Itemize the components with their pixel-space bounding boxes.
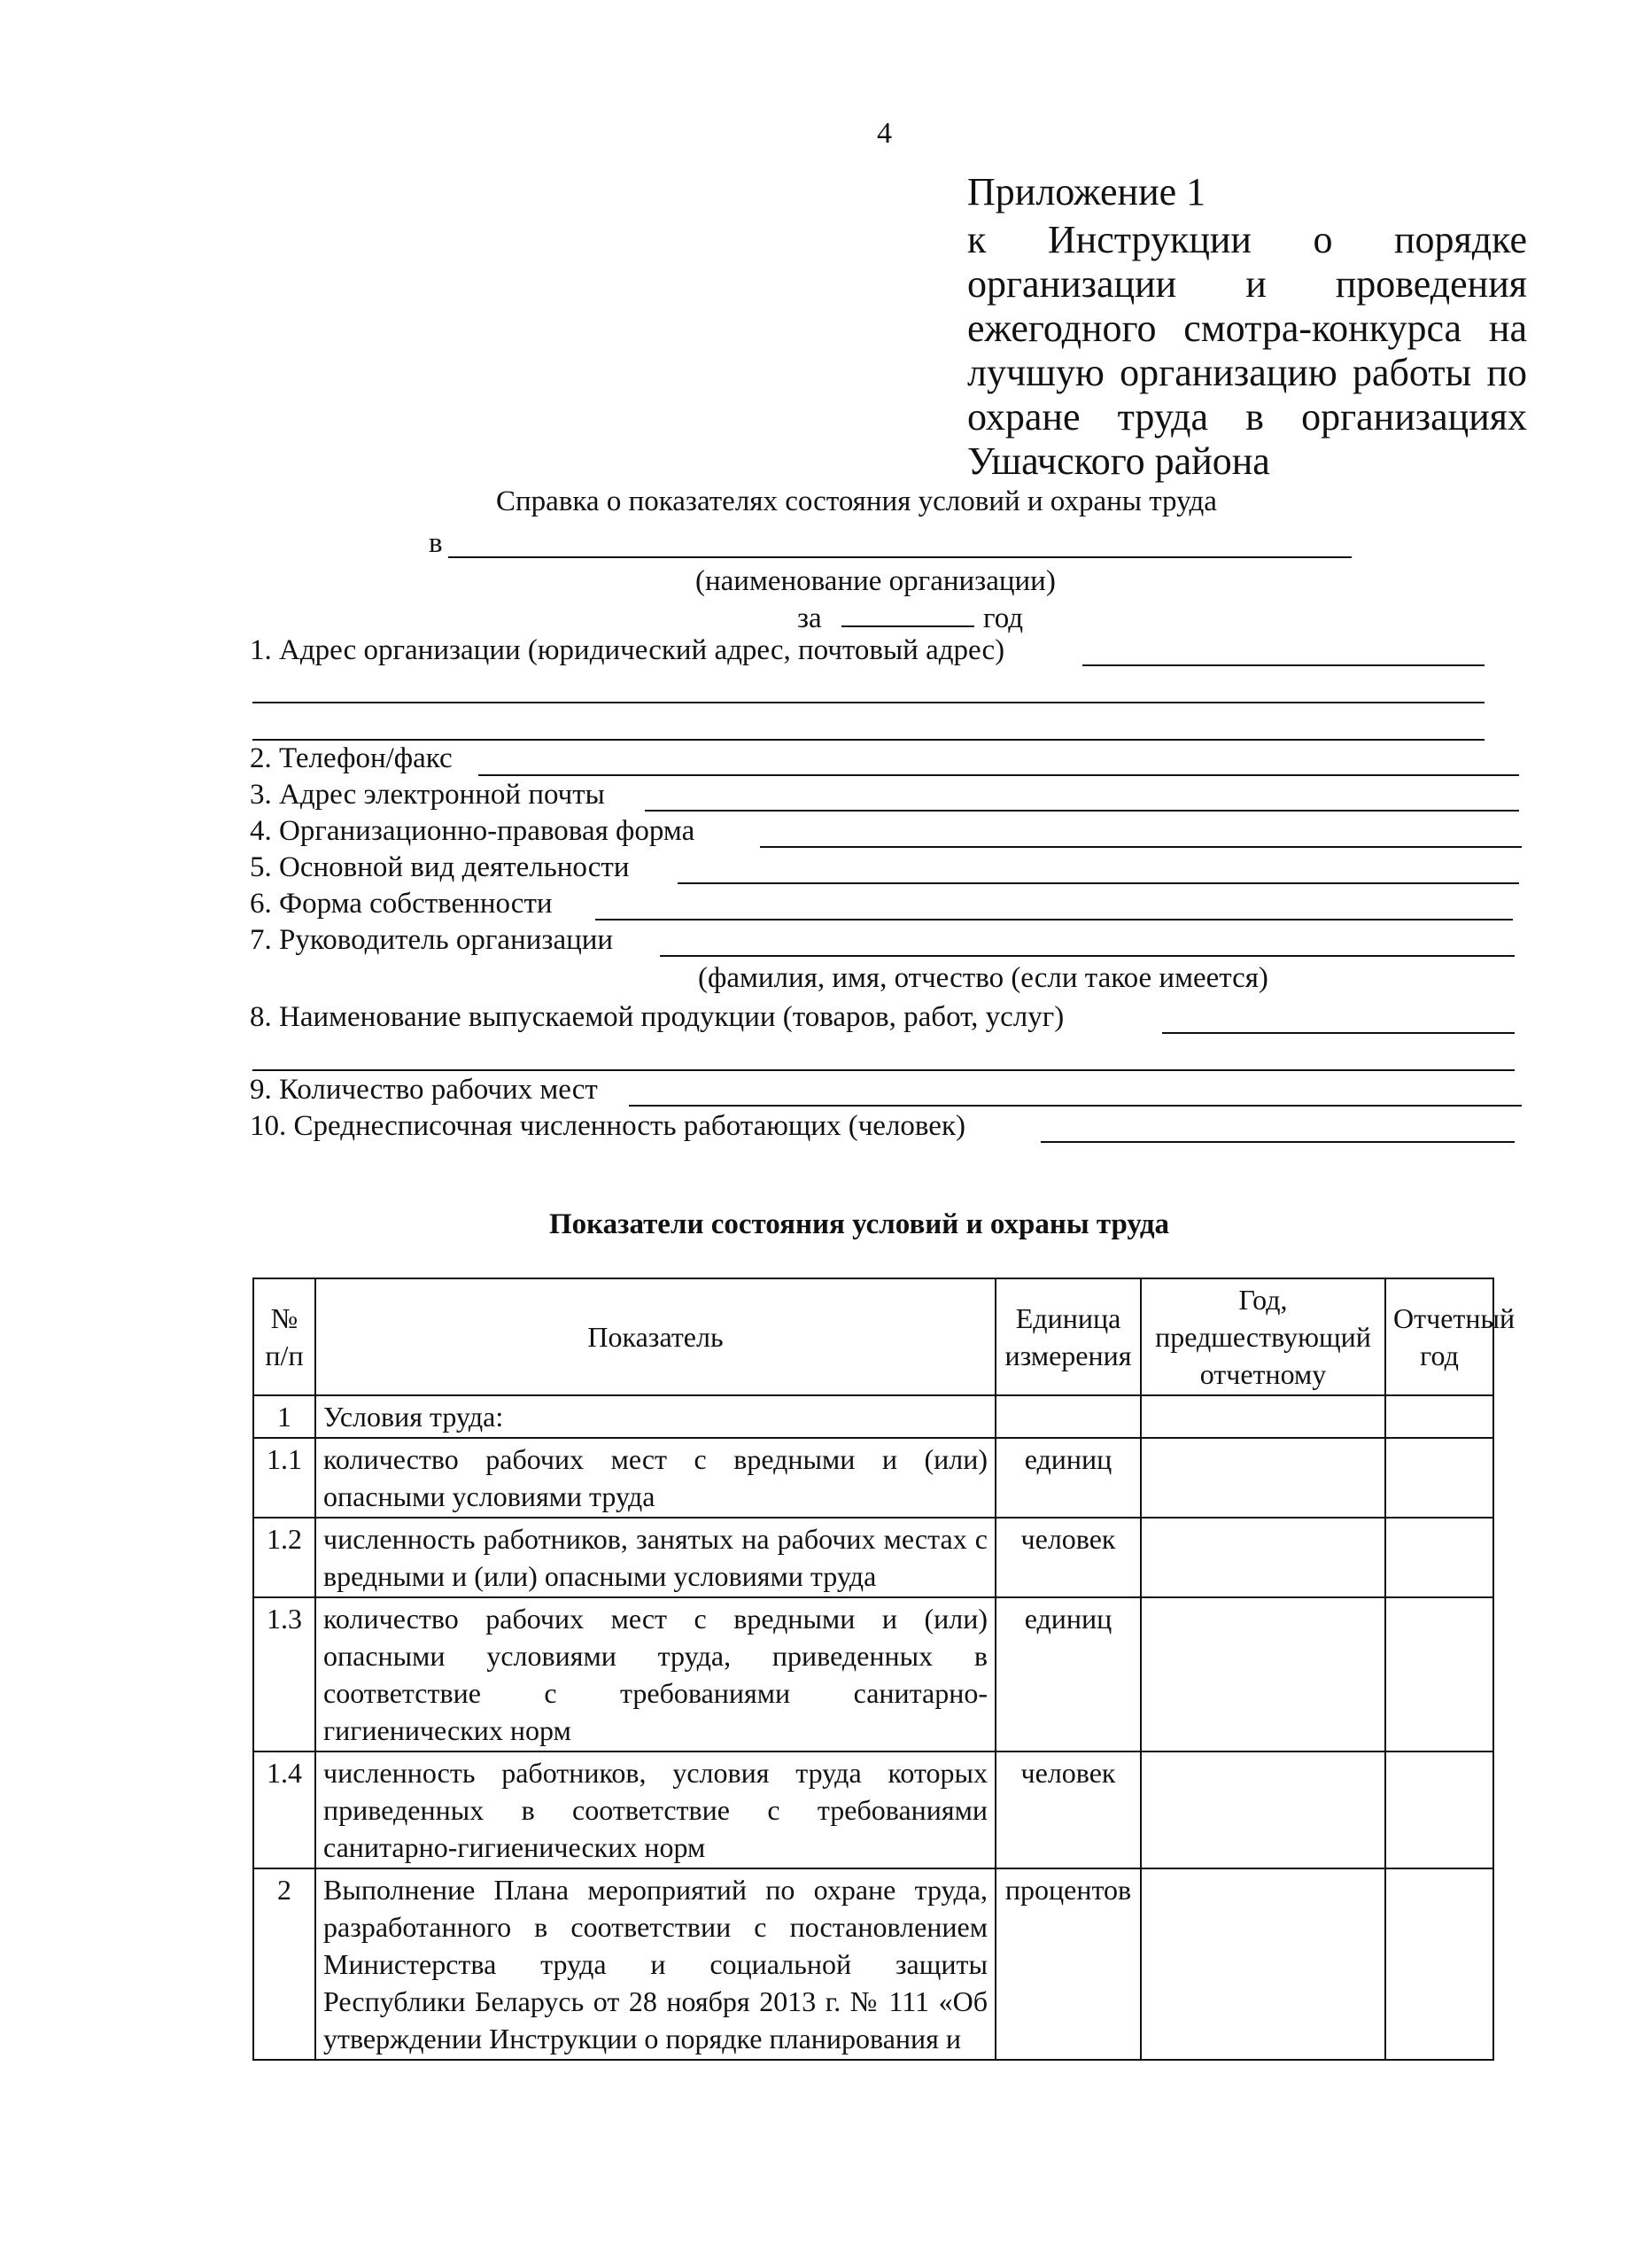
header-prev-year: Год, предшествующий отчетному xyxy=(1141,1278,1385,1395)
field-activity: 5. Основной вид деятельности xyxy=(250,851,630,883)
address-line-2 xyxy=(252,702,1485,703)
email-line xyxy=(645,810,1519,812)
row-name: Условия труда: xyxy=(315,1395,996,1438)
field-workplaces: 9. Количество рабочих мест xyxy=(250,1074,598,1106)
row-prev-cell xyxy=(1141,1751,1385,1868)
row-num: 1.4 xyxy=(253,1751,315,1868)
address-line xyxy=(1082,664,1485,666)
field-ownership: 6. Форма собственности xyxy=(250,888,553,920)
for-prefix: за xyxy=(797,602,822,634)
products-line xyxy=(1162,1032,1515,1034)
field-email: 3. Адрес электронной почты xyxy=(250,779,605,811)
row-prev-cell xyxy=(1141,1438,1385,1518)
annex-line: охране труда в организациях xyxy=(967,395,1527,439)
header-name: Показатель xyxy=(315,1278,996,1395)
products-line-2 xyxy=(252,1069,1515,1071)
row-name: численность работников, условия труда которых приведенных в соответствие с требованиями санитарно-гигиенических норм xyxy=(315,1751,996,1868)
row-current-cell xyxy=(1385,1868,1493,2060)
row-name: Выполнение Плана мероприятий по охране труда, разработанного в соответствии с постановлением Министерства труда и социальной защиты Республики Беларусь от 28 ноября 2013 г. № 111 «Об утверждении Инструкции о порядке планирования и xyxy=(315,1868,996,2060)
org-name-line xyxy=(448,556,1352,558)
row-name: количество рабочих мест с вредными и (или) опасными условиями труда, приведенных в соответствие с требованиями санитарно-гигиенических норм xyxy=(315,1597,996,1751)
reference-title: Справка о показателях состояния условий и охраны труда xyxy=(496,485,1217,517)
annex-line: организации и проведения xyxy=(967,262,1527,306)
table-row xyxy=(253,1518,1493,1597)
row-num: 1.1 xyxy=(253,1438,315,1518)
table-row xyxy=(253,1868,1493,2060)
manager-caption: (фамилия, имя, отчество (если такое имеется) xyxy=(698,962,1268,994)
row-prev-cell xyxy=(1141,1395,1385,1438)
in-prefix: в xyxy=(429,527,443,559)
ownership-line xyxy=(595,919,1513,920)
table-row xyxy=(253,1751,1493,1868)
table-title: Показатели состояния условий и охраны труда xyxy=(549,1208,1170,1240)
row-current-cell xyxy=(1385,1438,1493,1518)
row-num: 2 xyxy=(253,1868,315,2060)
year-line xyxy=(841,625,974,627)
row-unit: человек xyxy=(996,1751,1141,1868)
row-current-cell xyxy=(1385,1518,1493,1597)
row-unit: единиц xyxy=(996,1438,1141,1518)
workplaces-line xyxy=(629,1105,1522,1107)
row-prev-cell xyxy=(1141,1518,1385,1597)
row-unit: процентов xyxy=(996,1868,1141,2060)
row-num: 1 xyxy=(253,1395,315,1438)
annex-header xyxy=(967,170,1527,484)
legal-form-line xyxy=(760,846,1522,848)
table-row xyxy=(253,1395,1493,1438)
row-name: количество рабочих мест с вредными и (или) опасными условиями труда xyxy=(315,1438,996,1518)
row-num: 1.3 xyxy=(253,1597,315,1751)
manager-line xyxy=(660,955,1515,957)
table-header-row xyxy=(253,1278,1493,1395)
row-name: численность работников, занятых на рабочих местах с вредными и (или) опасными условиями труда xyxy=(315,1518,996,1597)
table-row xyxy=(253,1438,1493,1518)
annex-line: лучшую организацию работы по xyxy=(967,351,1527,394)
annex-line: Ушачского района xyxy=(967,439,1270,483)
table-row xyxy=(253,1597,1493,1751)
row-prev-cell xyxy=(1141,1597,1385,1751)
row-current-cell xyxy=(1385,1751,1493,1868)
field-headcount: 10. Среднесписочная численность работающих (человек) xyxy=(250,1110,965,1142)
annex-line: к Инструкции о порядке xyxy=(967,218,1527,261)
page-number: 4 xyxy=(877,117,892,150)
row-unit: человек xyxy=(996,1518,1141,1597)
row-prev-cell xyxy=(1141,1868,1385,2060)
field-products: 8. Наименование выпускаемой продукции (товаров, работ, услуг) xyxy=(250,1001,1065,1033)
field-phone: 2. Телефон/факс xyxy=(250,742,453,774)
header-current-year: Отчетный год xyxy=(1385,1278,1493,1395)
header-unit: Единица измерения xyxy=(996,1278,1141,1395)
phone-line xyxy=(478,774,1519,776)
field-address: 1. Адрес организации (юридический адрес, почтовый адрес) xyxy=(250,634,1005,666)
field-legal-form: 4. Организационно-правовая форма xyxy=(250,815,695,847)
field-manager: 7. Руководитель организации xyxy=(250,924,614,956)
year-suffix: год xyxy=(983,602,1024,634)
header-num: № п/п xyxy=(253,1278,315,1395)
row-num: 1.2 xyxy=(253,1518,315,1597)
activity-line xyxy=(678,882,1519,884)
org-caption: (наименование организации) xyxy=(695,565,1056,597)
indicators-table xyxy=(252,1278,1516,2061)
row-unit: единиц xyxy=(996,1597,1141,1751)
annex-line: ежегодного смотра-конкурса на xyxy=(967,307,1527,350)
row-current-cell xyxy=(1385,1395,1493,1438)
row-current-cell xyxy=(1385,1597,1493,1751)
headcount-line xyxy=(1041,1141,1515,1143)
annex-title: Приложение 1 xyxy=(967,170,1206,214)
row-unit xyxy=(996,1395,1141,1438)
